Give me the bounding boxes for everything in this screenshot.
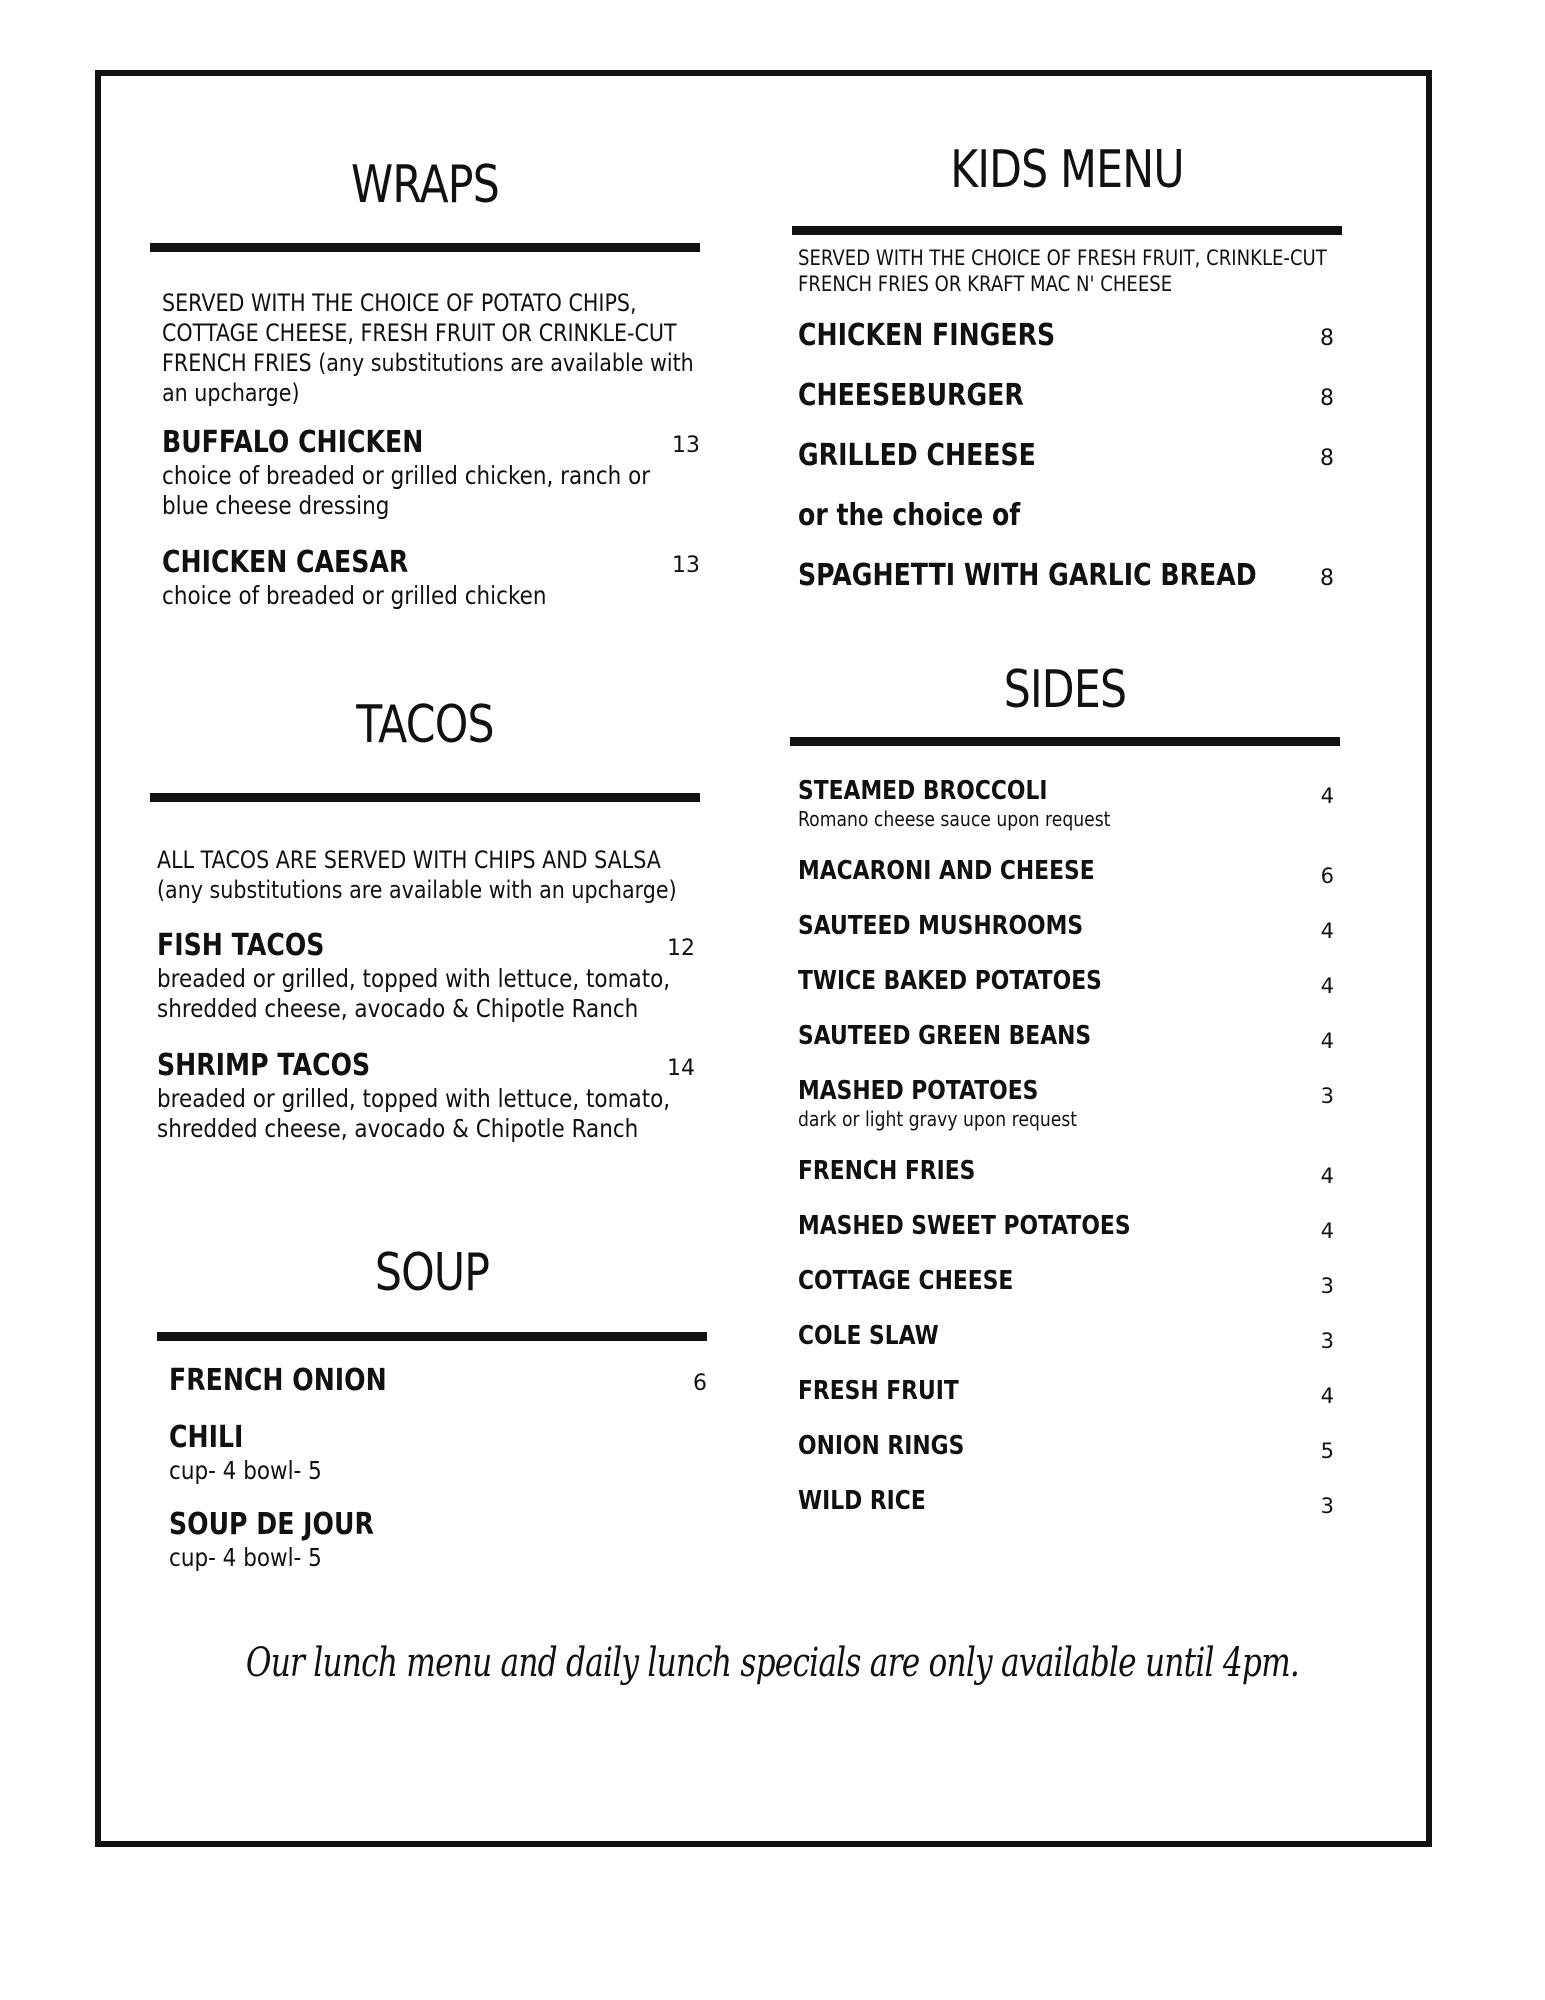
list-item xyxy=(798,855,1334,887)
menu-item xyxy=(798,378,1334,414)
menu-item xyxy=(157,928,695,1024)
menu-item xyxy=(169,1420,707,1486)
item-price: 4 xyxy=(1320,784,1334,808)
item-price: 6 xyxy=(1320,864,1334,888)
item-name: BUFFALO CHICKEN xyxy=(162,425,424,460)
section-intro: SERVED WITH THE CHOICE OF POTATO CHIPS, COTTAGE CHEESE, FRESH FRUIT OR CRINKLE-CUT FRENCH FRIES (any substitutions are available with an upcharge) xyxy=(162,289,694,407)
section-title: KIDS MENU xyxy=(950,140,1184,200)
list-item xyxy=(798,1375,1334,1407)
footer-note: Our lunch menu and daily lunch specials are only available until 4pm. xyxy=(245,1640,1300,1686)
item-name: SPAGHETTI WITH GARLIC BREAD xyxy=(798,558,1257,593)
item-price: 8 xyxy=(1320,446,1334,471)
item-price: 4 xyxy=(1320,1164,1334,1188)
item-name: CHEESEBURGER xyxy=(798,378,1024,413)
item-name: GRILLED CHEESE xyxy=(798,438,1036,473)
item-name: COTTAGE CHEESE xyxy=(798,1266,1014,1296)
item-price: 5 xyxy=(1320,1439,1334,1463)
item-price: 4 xyxy=(1320,1029,1334,1053)
item-price: 6 xyxy=(693,1371,707,1396)
section-rule xyxy=(792,226,1342,235)
list-item xyxy=(798,775,1334,831)
item-name: FISH TACOS xyxy=(157,928,325,963)
item-description: breaded or grilled, topped with lettuce, tomato, shredded cheese, avocado & Chipotle Ranch xyxy=(157,964,671,1023)
item-price: 12 xyxy=(667,936,695,961)
section-intro: SERVED WITH THE CHOICE OF FRESH FRUIT, CRINKLE-CUT FRENCH FRIES OR KRAFT MAC N' CHEESE xyxy=(798,246,1327,296)
item-price: 3 xyxy=(1320,1329,1334,1353)
item-name: TWICE BAKED POTATOES xyxy=(798,966,1102,996)
item-name: FRENCH ONION xyxy=(169,1363,387,1398)
item-price: 14 xyxy=(667,1056,695,1081)
item-name: MASHED SWEET POTATOES xyxy=(798,1211,1131,1241)
section-title: SIDES xyxy=(1003,660,1127,720)
item-price: 4 xyxy=(1320,919,1334,943)
item-description: choice of breaded or grilled chicken xyxy=(162,581,547,610)
item-description: dark or light gravy upon request xyxy=(798,1107,1078,1131)
item-name: CHICKEN FINGERS xyxy=(798,318,1056,353)
menu-item xyxy=(798,498,1334,534)
item-name: MACARONI AND CHEESE xyxy=(798,856,1095,886)
item-price: 13 xyxy=(672,433,700,458)
menu-item xyxy=(162,545,700,611)
list-item xyxy=(798,1075,1334,1131)
item-name: SOUP DE JOUR xyxy=(169,1507,374,1542)
list-item xyxy=(798,1020,1334,1052)
section-rule xyxy=(150,793,700,802)
section-title: WRAPS xyxy=(351,155,499,215)
item-name: COLE SLAW xyxy=(798,1321,939,1351)
list-item xyxy=(798,1265,1334,1297)
menu-item xyxy=(157,1048,695,1144)
section-rule xyxy=(150,243,700,252)
menu-item xyxy=(798,438,1334,474)
item-description: Romano cheese sauce upon request xyxy=(798,807,1111,831)
section-title: TACOS xyxy=(356,695,494,755)
item-price: 3 xyxy=(1320,1494,1334,1518)
item-name: SAUTEED MUSHROOMS xyxy=(798,911,1084,941)
menu-item xyxy=(169,1363,707,1399)
item-name: MASHED POTATOES xyxy=(798,1076,1039,1106)
item-price: 4 xyxy=(1320,1384,1334,1408)
soup-section xyxy=(157,1235,707,1595)
list-item xyxy=(798,910,1334,942)
item-name: or the choice of xyxy=(798,498,1021,533)
section-rule xyxy=(790,737,1340,746)
list-item xyxy=(798,1320,1334,1352)
menu-item xyxy=(169,1507,707,1573)
wraps-section xyxy=(150,150,700,630)
item-price: 4 xyxy=(1320,974,1334,998)
section-title: SOUP xyxy=(374,1243,490,1303)
list-item xyxy=(798,1210,1334,1242)
item-description: choice of breaded or grilled chicken, ranch or blue cheese dressing xyxy=(162,461,651,520)
item-price: 8 xyxy=(1320,326,1334,351)
menu-item xyxy=(162,425,700,521)
menu-item xyxy=(798,558,1334,594)
item-price: 8 xyxy=(1320,386,1334,411)
item-name: CHICKEN CAESAR xyxy=(162,545,409,580)
tacos-section xyxy=(150,690,700,1170)
list-item xyxy=(798,965,1334,997)
section-intro: ALL TACOS ARE SERVED WITH CHIPS AND SALSA (any substitutions are available with an upcharge) xyxy=(157,846,677,904)
menu-item xyxy=(798,318,1334,354)
item-name: SAUTEED GREEN BEANS xyxy=(798,1021,1092,1051)
list-item xyxy=(798,1485,1334,1517)
item-name: STEAMED BROCCOLI xyxy=(798,776,1048,806)
section-rule xyxy=(157,1332,707,1341)
item-name: ONION RINGS xyxy=(798,1431,965,1461)
item-description: cup- 4 bowl- 5 xyxy=(169,1456,322,1485)
item-name: CHILI xyxy=(169,1420,244,1455)
item-name: WILD RICE xyxy=(798,1486,926,1516)
item-price: 8 xyxy=(1320,566,1334,591)
item-name: FRENCH FRIES xyxy=(798,1156,976,1186)
list-item xyxy=(798,1430,1334,1462)
list-item xyxy=(798,1155,1334,1187)
item-name: SHRIMP TACOS xyxy=(157,1048,371,1083)
sides-section xyxy=(790,655,1340,1535)
kids-menu-section xyxy=(792,135,1342,615)
item-description: breaded or grilled, topped with lettuce, tomato, shredded cheese, avocado & Chipotle Ranch xyxy=(157,1084,671,1143)
item-price: 3 xyxy=(1320,1274,1334,1298)
item-price: 3 xyxy=(1320,1084,1334,1108)
item-price: 13 xyxy=(672,553,700,578)
item-price: 4 xyxy=(1320,1219,1334,1243)
item-description: cup- 4 bowl- 5 xyxy=(169,1543,322,1572)
item-name: FRESH FRUIT xyxy=(798,1376,959,1406)
